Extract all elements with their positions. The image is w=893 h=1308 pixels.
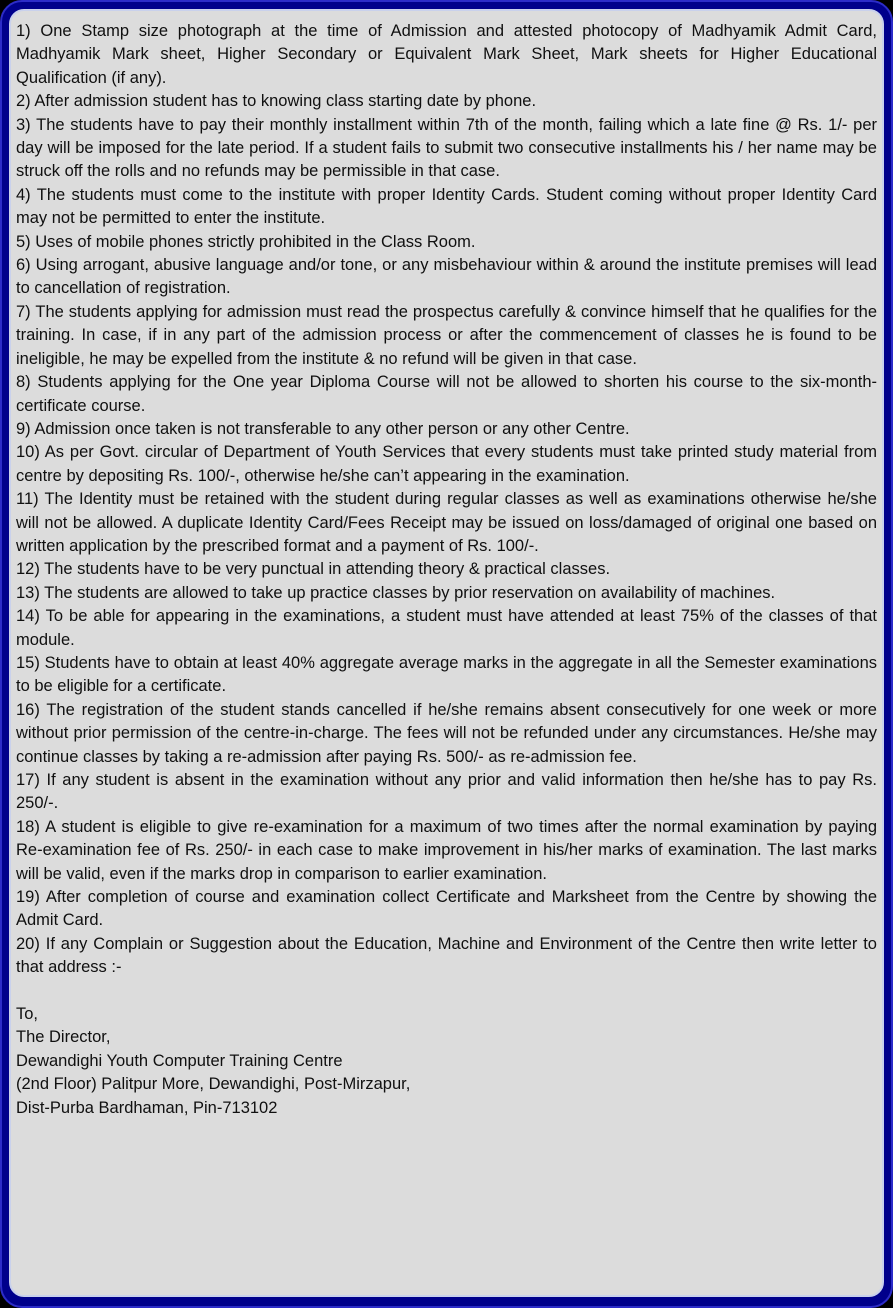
rule-item: 18) A student is eligible to give re-examination for a maximum of two times after the normal examination by paying Re-examination fee of Rs. 250/- in each case to make improvement in his/her marks of examination. The last marks will be valid, even if the marks drop in comparison to earlier examination.: [16, 817, 877, 883]
rule-item: 15) Students have to obtain at least 40% aggregate average marks in the aggregate in all the Semester examinations to be eligible for a certificate.: [16, 653, 877, 696]
rule-item: 3) The students have to pay their monthly installment within 7th of the month, failing which a late fine @ Rs. 1/- per day will be imposed for the late period. If a student fails to submit two consecutive installments his / her name may be struck off the rolls and no refunds may be permissible in that case.: [16, 115, 877, 181]
address-recipient: The Director,: [16, 1028, 111, 1047]
notice-content: [16, 20, 877, 1291]
rules-list: [16, 20, 877, 980]
rule-item: 1) One Stamp size photograph at the time of Admission and attested photocopy of Madhyamik Admit Card, Madhyamik Mark sheet, Higher Secondary or Equivalent Mark Sheet, Mark sheets for Higher Educational Qualification (if any).: [16, 22, 877, 87]
rule-item: 6) Using arrogant, abusive language and/or tone, or any misbehaviour within & around the institute premises will lead to cancellation of registration.: [16, 256, 877, 298]
rule-item: 2) After admission student has to knowing class starting date by phone.: [16, 92, 537, 111]
rule-item: 9) Admission once taken is not transferable to any other person or any other Centre.: [16, 419, 630, 438]
rule-item: 19) After completion of course and examination collect Certificate and Marksheet from the Centre by showing the Admit Card.: [16, 888, 877, 930]
address-line2: Dist-Purba Bardhaman, Pin-713102: [16, 1098, 278, 1117]
rule-item: 13) The students are allowed to take up practice classes by prior reservation on availability of machines.: [16, 583, 776, 602]
rule-item: 8) Students applying for the One year Diploma Course will not be allowed to shorten his course to the six-month-certificate course.: [16, 373, 877, 415]
rule-item: 17) If any student is absent in the examination without any prior and valid information then he/she has to pay Rs. 250/-.: [16, 771, 877, 813]
address-line1: (2nd Floor) Palitpur More, Dewandighi, Post-Mirzapur,: [16, 1075, 411, 1094]
rule-item: 16) The registration of the student stands cancelled if he/she remains absent consecutively for one week or more without prior permission of the centre-in-charge. The fees will not be refunded under any circumstances. He/she may continue classes by taking a re-admission after paying Rs. 500/- as re-admission fee.: [16, 700, 877, 766]
rule-item: 7) The students applying for admission must read the prospectus carefully & convince himself that he qualifies for the training. In case, if in any part of the admission process or after the commencement of classes he is found to be ineligible, he may be expelled from the institute & no refund will be given in that case.: [16, 302, 877, 368]
notice-inner-box: [9, 9, 884, 1297]
rule-item: 11) The Identity must be retained with the student during regular classes as well as examinations otherwise he/she will not be allowed. A duplicate Identity Card/Fees Receipt may be issued on loss/damaged of original one based on written application by the prescribed format and a payment of Rs. 100/-.: [16, 490, 877, 555]
spacer-line: [16, 980, 877, 1003]
rule-item: 14) To be able for appearing in the examinations, a student must have attended at least 75% of the classes of that module.: [16, 607, 877, 649]
rule-item: 12) The students have to be very punctual in attending theory & practical classes.: [16, 560, 611, 579]
rule-item: 20) If any Complain or Suggestion about the Education, Machine and Environment of the Centre then write letter to that address :-: [16, 934, 877, 977]
rule-item: 10) As per Govt. circular of Department of Youth Services that every students must take printed study material from centre by depositing Rs. 100/-, otherwise he/she can’t appearing in the examination.: [16, 443, 877, 485]
address-organization: Dewandighi Youth Computer Training Centre: [16, 1051, 343, 1070]
address-block: [16, 1003, 877, 1120]
address-salutation: To,: [16, 1005, 39, 1024]
rule-item: 4) The students must come to the institute with proper Identity Cards. Student coming without proper Identity Card may not be permitted to enter the institute.: [16, 185, 877, 228]
rule-item: 5) Uses of mobile phones strictly prohibited in the Class Room.: [16, 232, 476, 251]
